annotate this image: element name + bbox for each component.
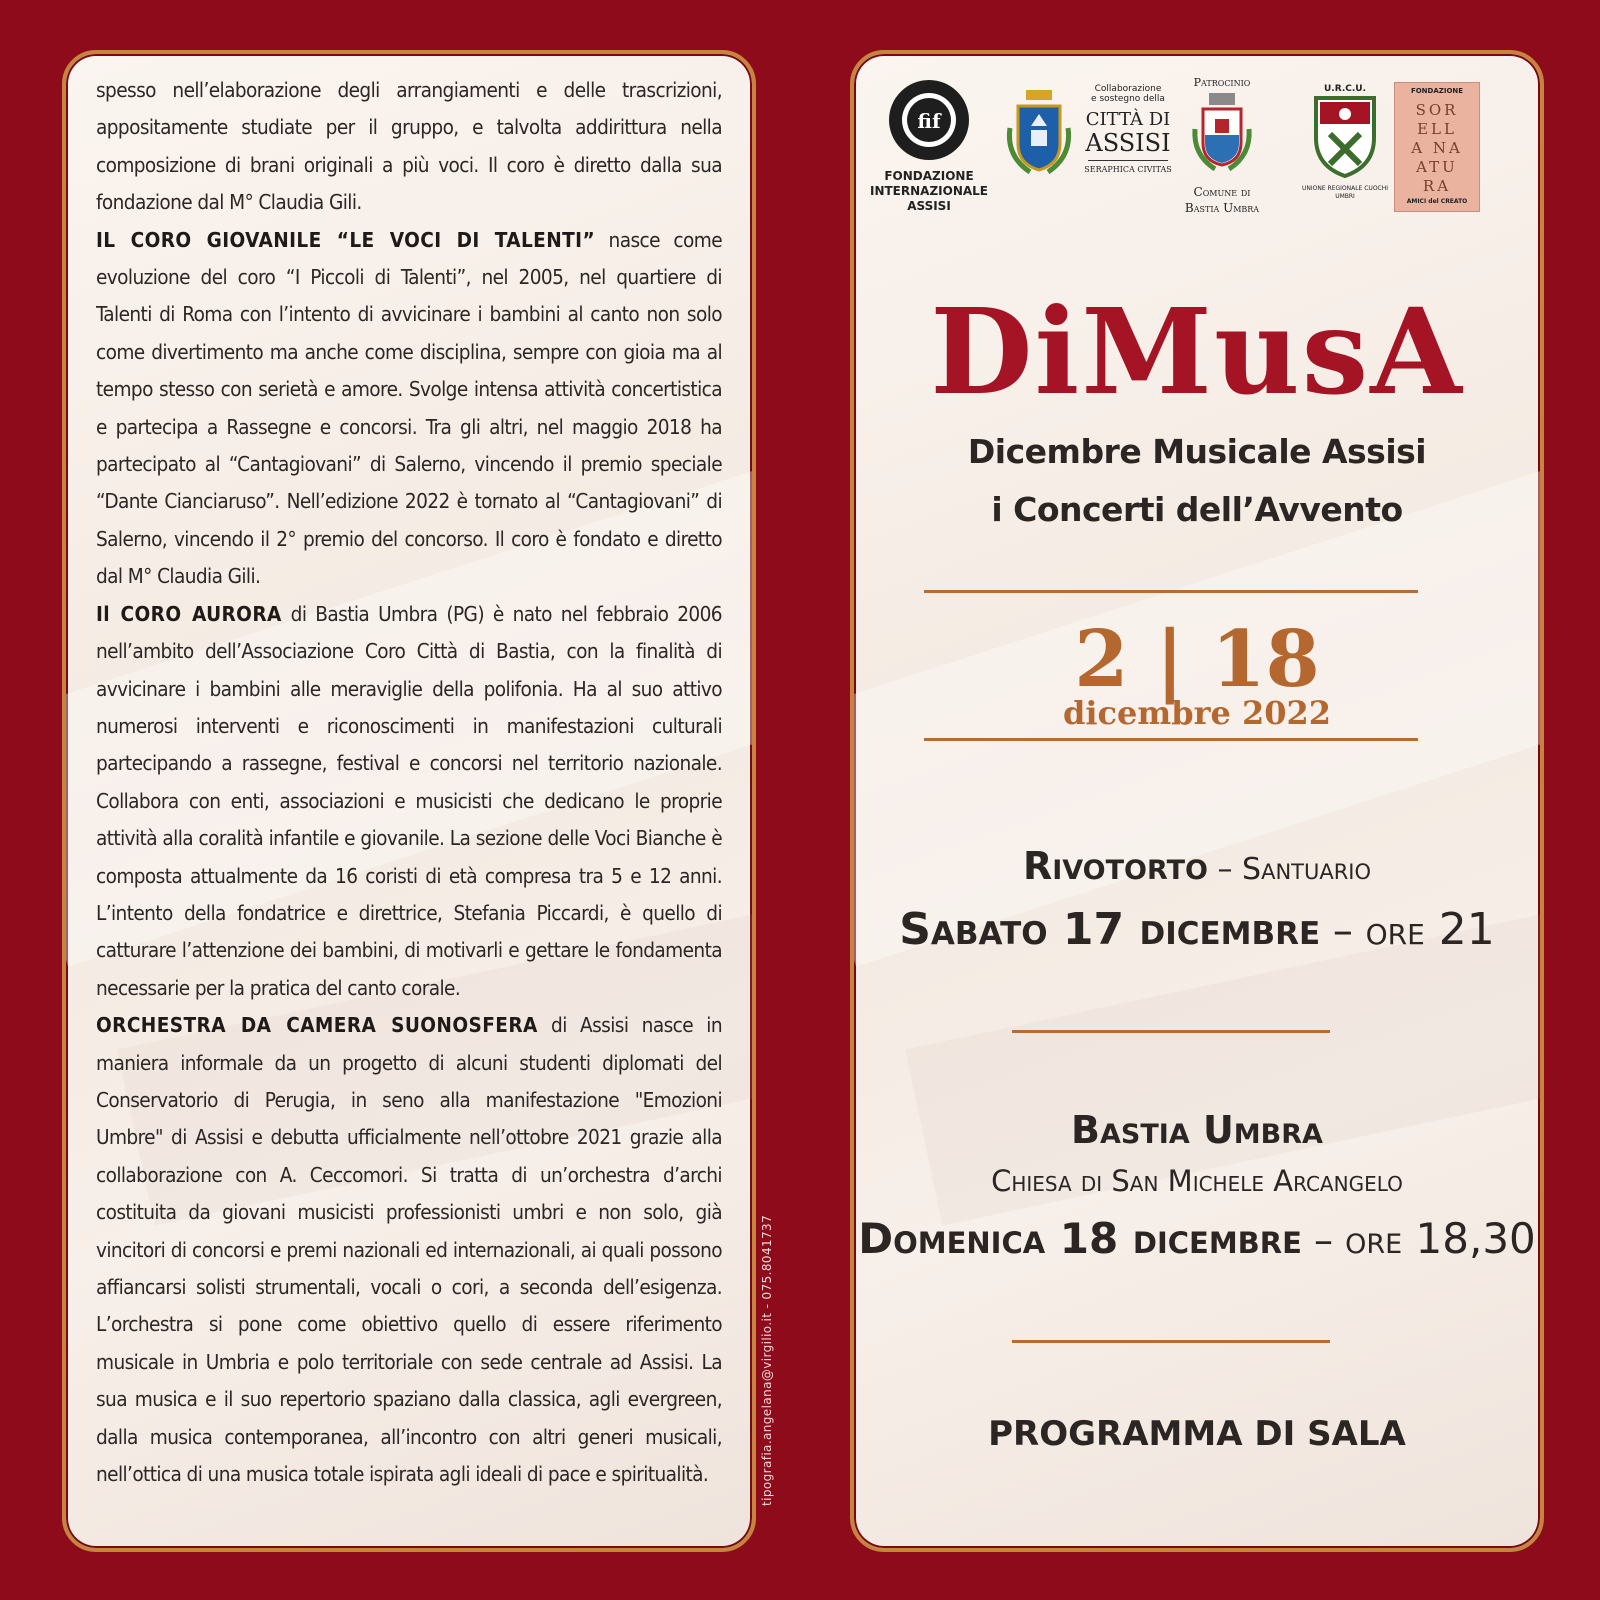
program-label: PROGRAMMA DI SALA [988,1414,1406,1454]
divider-events [1012,1030,1330,1033]
subtitle-line-1: Dicembre Musicale Assisi [967,432,1427,471]
date-range: 2 | 18 [1074,614,1320,705]
bastia-crest-icon [1187,89,1257,179]
logo-urcu: U.R.C.U. UNIONE REGIONALE CUOCHI UMBRI [1301,84,1389,200]
event-2-place: Bastia Umbra [1071,1108,1323,1152]
paragraph-intro: spesso nell’elaborazione degli arrangiamenti e delle trascrizioni, appositamente studiate per il gruppo, e talvolta addirittura nella composizione di brani originali a più voci. Il coro è diretto dalla sua fondazione dal M° Claudia Gili. [96,78,722,215]
sponsor-logos: fif FONDAZIONE INTERNAZIONALE ASSISI Collaborazione e sostegno della CITTÀ DI ASSISI SERAPHICA CIVITAS Patrocinio Comune di Bastia Umbra U.R.C.U. UNIONE REGIONALE CUOCHI UMBRI FONDAZIONE SOR ELL A NA ATU RA AMICI del CREATO [854,74,1540,254]
event-2-datetime: Domenica 18 dicembre – ore 18,30 [858,1214,1536,1263]
printer-credit: tipografia.angelana@virgilio.it - 075.8041737 [760,1214,774,1506]
urcu-shield-icon [1310,94,1380,180]
logo-comune-bastia: Patrocinio Comune di Bastia Umbra [1184,76,1260,215]
description-text [96,72,722,1493]
logo-sorella-natura: FONDAZIONE SOR ELL A NA ATU RA AMICI del CREATO [1394,82,1480,212]
svg-text:fif: fif [917,109,941,133]
assisi-crest-icon [1004,88,1074,188]
left-panel [62,50,756,1552]
right-panel [850,50,1544,1552]
paragraph-voci-di-talenti: IL CORO GIOVANILE “LE VOCI DI TALENTI” nasce come evoluzione del coro “I Piccoli di Talenti”, nel 2005, nel quartiere di Talenti di Roma con l’intento di avvicinare i bambini al canto non solo come divertimento ma anche come disciplina, sempre con gioia ma al tempo stesso con serietà e amore. Svolge intensa attività concertistica e partecipa a Rassegne e concorsi. Tra gli altri, nel maggio 2018 ha partecipato al “Cantagiovani” di Salerno, vincendo il premio speciale “Dante Cianciaruso”. Nell’edizione 2022 è tornato al “Cantagiovani” di Salerno, vincendo il 2° premio del concorso. Il coro è fondato e diretto dal M° Claudia Gili. [96,227,723,589]
subtitle-line-2: i Concerti dell’Avvento [991,490,1403,529]
event-2-venue: Chiesa di San Michele Arcangelo [991,1164,1403,1198]
paragraph-suonosfera: ORCHESTRA DA CAMERA SUONOSFERA di Assisi nasce in maniera informale da un progetto di alcuni studenti diplomati del Conservatorio di Perugia, in seno alla manifestazione "Emozioni Umbre" di Assisi e debutta ufficialmente nell’ottobre 2021 grazie alla collaborazione con A. Ceccomori. Si tratta di un’orchestra d’archi costituita da giovani musicisti professionisti umbri e non solo, già vincitori di concorsi e premi nazionali ed internazionali, ai quali possono affiancarsi solisti strumentali, vocali o cori, a seconda dell’esigenza. L’orchestra si pone come obiettivo quello di essere riferimento musicale in Umbria e polo territoriale con sede centrale ad Assisi. La sua musica e il suo repertorio spaziano dalla classica, agli evergreen, dalla musica contemporanea, all’incontro con altri generi musicali, nell’ottica di una musica totale ispirata agli ideali di pace e spiritualità. [96,1013,722,1487]
logo-fondazione-assisi: fif FONDAZIONE INTERNAZIONALE ASSISI [864,78,994,214]
event-1-datetime: Sabato 17 dicembre – ore 21 [899,904,1495,955]
heading-voci-di-talenti: IL CORO GIOVANILE “LE VOCI DI TALENTI” [96,227,596,252]
date-month: dicembre 2022 [1062,694,1332,732]
fia-seal-icon [887,78,971,162]
divider-top [924,590,1418,593]
paragraph-coro-aurora: Il CORO AURORA di Bastia Umbra (PG) è nato nel febbraio 2006 nell’ambito dell’Associazione Coro Città di Bastia, con la finalità di avvicinare i bambini alle meraviglie della polifonia. Ha al suo attivo numerosi interventi e riconoscimenti in manifestazioni culturali partecipando a rassegne, festival e concorsi nel territorio nazionale. Collabora con enti, associazioni e musicisti che dedicano le proprie attività alla coralità infantile e giovanile. La sezione delle Voci Bianche è composta attualmente da 16 coristi di età compresa tra 5 e 12 anni. L’intento della fondatrice e direttrice, Stefania Piccardi, è quello di catturare l’attenzione dei bambini, di motivarli e gettare le fondamenta necessarie per la pratica del canto corale. [96,601,722,1000]
event-title: DiMusA [930,282,1464,421]
heading-suonosfera: ORCHESTRA DA CAMERA SUONOSFERA [96,1013,538,1038]
divider-bottom [924,738,1418,741]
event-1-location: Rivotorto – Santuario [1022,844,1372,888]
divider-program [1012,1340,1330,1343]
heading-coro-aurora: Il CORO AURORA [96,601,282,626]
